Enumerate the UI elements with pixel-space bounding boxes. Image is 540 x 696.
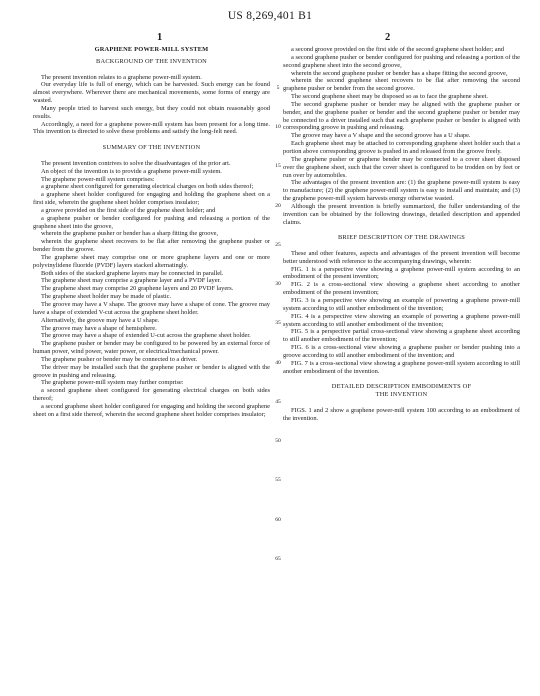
summary-paragraph: Alternatively, the groove may have a U shape. (41, 316, 160, 324)
line-number: 50 (275, 438, 281, 444)
summary-paragraph: The advantages of the present invention are: (1) the graphene power-mill system is easy to manufacture; (2) the graphene power-mill system is easy to install and maintain; and (3) the graphene power-mill system harvests energy otherwise wasted. (283, 179, 520, 203)
summary-paragraph: a graphene sheet configured for generating electrical charges on both sides thereof; (41, 183, 254, 191)
summary-paragraph: The graphene pusher or bender may be connected to a driver. (41, 355, 198, 363)
drawings-paragraph: FIG. 7 is a cross-sectional view showing a graphene power-mill system according to still another embodiment of the invention. (283, 359, 520, 375)
patent-number: US 8,269,401 B1 (227, 10, 313, 22)
summary-paragraph: The graphene sheet may comprise one or more graphene layers and one or more polyvinylidene fluoride (PVDF) layers stacked alternatingly. (33, 253, 270, 269)
summary-paragraph: wherein the second graphene pusher or bender has a shape fitting the second groove, (291, 69, 508, 77)
summary-paragraph: a groove provided on the first side of the graphene sheet holder; and (41, 206, 216, 214)
background-paragraph: The present invention relates to a graphene power-mill system. (41, 73, 202, 81)
summary-paragraph: The graphene pusher or bender may be configured to be powered by an external force of human power, wind power, water power, or electrical/mechanical power. (33, 340, 270, 356)
summary-paragraph: The groove may have a shape of hemisphere. (41, 324, 157, 332)
summary-paragraph: The groove may have a shape of extended U-cut across the graphene sheet holder. (41, 332, 251, 340)
summary-paragraph: wherein the graphene pusher or bender has a sharp fitting the groove, (41, 230, 219, 238)
summary-paragraph: The graphene sheet holder may be made of plastic. (41, 293, 172, 301)
summary-paragraph: a graphene sheet holder configured for engaging and holding the graphene sheet on a first side, wherein the graphene sheet holder comprises insulator; (33, 191, 270, 207)
detailed-paragraph: FIGS. 1 and 2 show a graphene power-mill system 100 according to an embodiment of the invention. (283, 406, 520, 422)
summary-paragraph: Both sides of the stacked graphene layers may be connected in parallel. (41, 269, 224, 277)
summary-paragraph: The second graphene sheet may be disposed so as to face the graphene sheet. (291, 93, 488, 101)
summary-paragraph: a graphene pusher or bender configured for pushing and releasing a portion of the graphene sheet into the groove, (33, 214, 270, 230)
background-paragraph: Accordingly, a need for a graphene power-mill system has been present for a long time. This invention is directed to solve these problems and satisfy the long-felt need. (33, 120, 270, 136)
summary-paragraph: The present invention contrives to solve the disadvantages of the prior art. (41, 159, 231, 167)
right-column (283, 46, 520, 423)
summary-paragraph: An object of the invention is to provide a graphene power-mill system. (41, 167, 222, 175)
summary-paragraph: Each graphene sheet may be attached to corresponding graphene sheet holder such that a portion above corresponding groove is pushed in and released from the groove freely. (283, 140, 520, 155)
line-number: 40 (275, 360, 281, 366)
background-paragraph: Our everyday life is full of energy, which can be harvested. Such energy can be found almost everywhere. Wherever there are mechanical movements, some forms of energy are wasted. (33, 81, 270, 105)
background-heading: BACKGROUND OF THE INVENTION (96, 57, 207, 65)
drawings-paragraph: FIG. 3 is a perspective view showing an example of powering a graphene power-mill system according to still another embodiment of the invention; (283, 297, 520, 312)
drawings-heading: BRIEF DESCRIPTION OF THE DRAWINGS (337, 234, 466, 242)
summary-paragraph: The graphene sheet may comprise a graphene layer and a PVDF layer. (41, 277, 221, 285)
line-number: 15 (275, 163, 281, 169)
summary-paragraph: The graphene power-mill system comprises: (41, 175, 155, 183)
summary-paragraph: The graphene sheet may comprise 20 graphene layers and 20 PVDF layers. (41, 285, 234, 293)
drawings-paragraph: FIG. 6 is a cross-sectional view showing a graphene pusher or bender pushing into a groove according to still another embodiment of the invention; and (283, 344, 520, 359)
line-number: 65 (275, 556, 281, 562)
summary-paragraph: The second graphene pusher or bender may be aligned with the graphene pusher or bender, and the graphene pusher or bender and the second graphene pusher or bender may be connected to a driver installed such that each graphene pusher or bender is aligned with corresponding groove in pushing and releasing. (283, 100, 520, 132)
drawings-paragraph: FIG. 5 is a perspective partial cross-sectional view showing a graphene sheet according to still another embodiment of the invention; (283, 328, 520, 344)
line-number: 10 (275, 124, 281, 130)
left-column (33, 46, 270, 419)
drawings-paragraph: FIG. 1 is a perspective view showing a graphene power-mill system according to an embodiment of the present invention; (283, 265, 520, 281)
summary-paragraph: a second groove provided on the first side of the second graphene sheet holder; and (291, 46, 504, 53)
summary-heading: SUMMARY OF THE INVENTION (102, 144, 201, 152)
summary-paragraph: Although the present invention is briefly summarized, the fuller understanding of the invention can be obtained by the following drawings, detailed description and appended claims. (283, 202, 520, 226)
summary-paragraph: a second graphene pusher or bender configured for pushing and releasing a portion of the second graphene sheet into the second groove, (283, 53, 520, 69)
line-number: 55 (275, 477, 281, 483)
summary-paragraph: wherein the graphene sheet recovers to be flat after removing the graphene pusher or bender from the groove. (33, 238, 270, 254)
summary-paragraph: The groove may have a V shape. The groove may have a shape of cone. The groove may have a shape of extended V-cut across the graphene sheet holder. (33, 301, 270, 316)
drawings-paragraph: These and other features, aspects and advantages of the present invention will become better understood with reference to the accompanying drawings, wherein: (283, 249, 520, 265)
summary-paragraph: The graphene pusher or graphene bender may be connected to a cover sheet disposed over the graphene sheet, such that the cover sheet is configured to be trodden on by feet or run over by automobiles. (283, 155, 520, 179)
drawings-paragraph: FIG. 2 is a cross-sectional view showing a graphene sheet according to another embodiment of the present invention; (283, 281, 520, 297)
detailed-heading: THE INVENTION (375, 391, 428, 399)
document-title: GRAPHENE POWER-MILL SYSTEM (94, 46, 209, 53)
line-number: 25 (275, 242, 281, 248)
summary-paragraph: The graphene power-mill system may further comprise: (41, 379, 184, 387)
right-column-number: 2 (385, 32, 391, 43)
left-column-number: 1 (157, 32, 163, 43)
line-number: 60 (275, 517, 281, 523)
line-number: 20 (275, 203, 281, 209)
summary-paragraph: a second graphene sheet configured for generating electrical charges on both sides thereof; (33, 387, 270, 403)
background-paragraph: Many people tried to harvest such energy, but they could not obtain reasonably good results. (33, 104, 270, 120)
summary-paragraph: a second graphene sheet holder configured for engaging and holding the second graphene sheet on a first side thereof, wherein the second graphene sheet holder comprises insulator; (33, 402, 270, 418)
drawings-paragraph: FIG. 4 is a perspective view showing an example of powering a graphene power-mill system according to still another embodiment of the invention; (283, 312, 520, 328)
line-number: 30 (275, 281, 281, 287)
summary-paragraph: The driver may be installed such that the graphene pusher or bender is aligned with the groove in pushing and releasing. (33, 363, 270, 379)
line-number: 5 (276, 85, 280, 91)
summary-paragraph: wherein the second graphene sheet recovers to be flat after removing the second graphene pusher or bender from the second groove. (283, 77, 520, 93)
summary-paragraph: The groove may have a V shape and the second groove has a U shape. (291, 132, 471, 140)
line-number: 35 (275, 320, 281, 326)
line-number: 45 (275, 399, 281, 405)
detailed-heading: DETAILED DESCRIPTION EMBODIMENTS OF (331, 383, 472, 391)
